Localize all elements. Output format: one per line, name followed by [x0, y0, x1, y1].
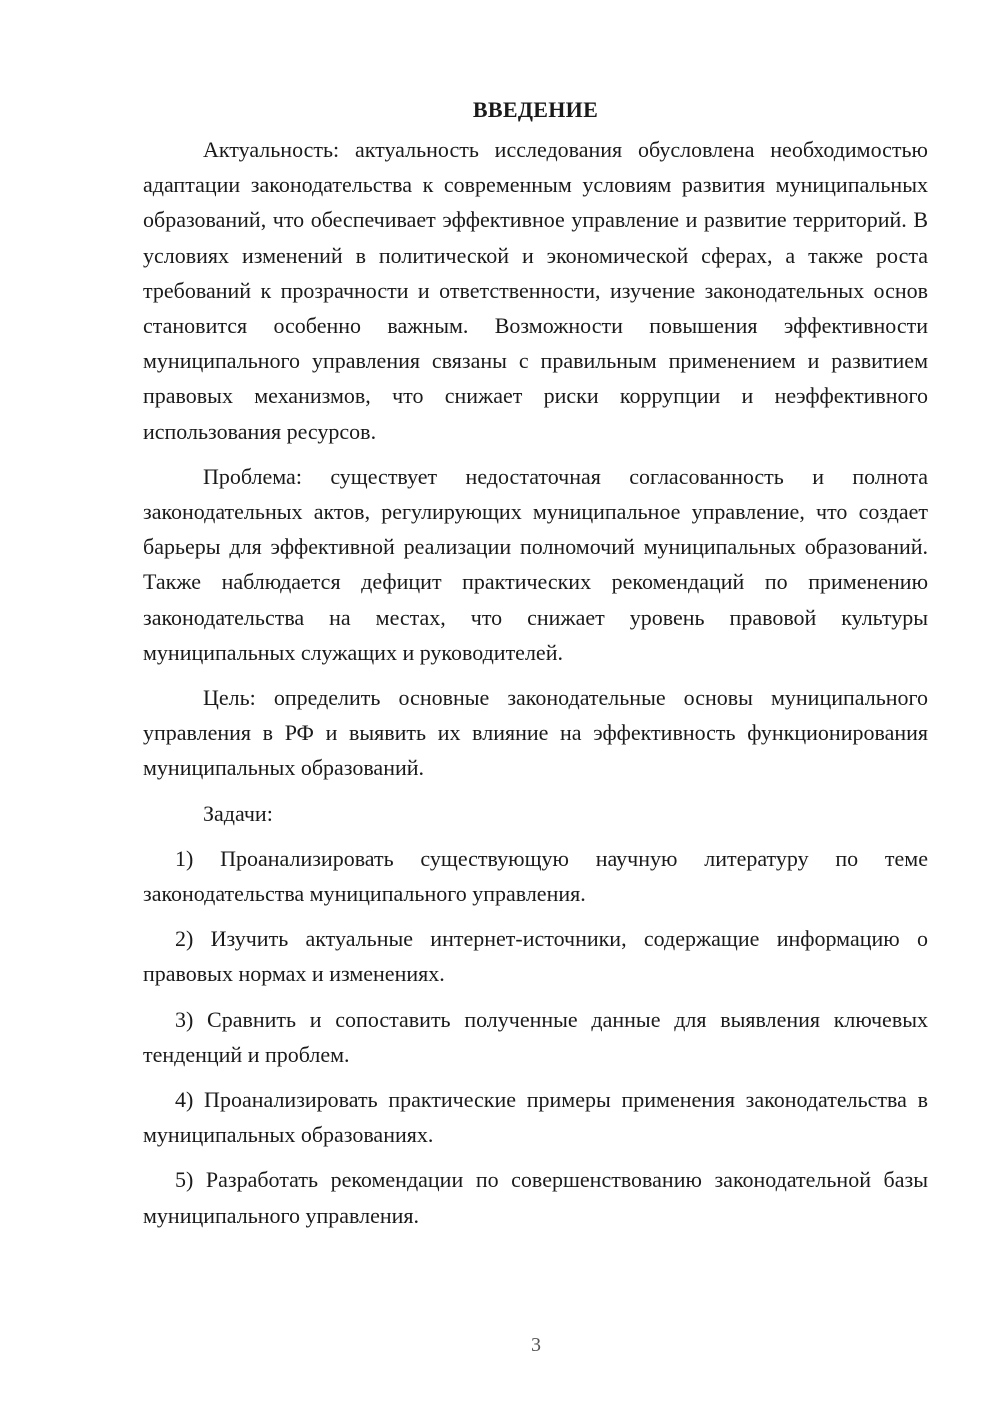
paragraph-relevance: Актуальность: актуальность исследования обусловлена необходимостью адаптации законодательства к современным условиям развития муниципальных образований, что обеспечивает эффективное управление и развитие территорий. В условиях изменений в политической и экономической сферах, а также роста требований к прозрачности и ответственности, изучение законодательных основ становится особенно важным. Возможности повышения эффективности муниципального управления связаны с правильным применением и развитием правовых механизмов, что снижает риски коррупции и неэффективного использования ресурсов.	[143, 137, 928, 444]
task-item: 4) Проанализировать практические примеры применения законодательства в муниципальных образованиях.	[143, 1087, 928, 1148]
tasks-heading: Задачи:	[203, 800, 273, 826]
document-page	[143, 92, 928, 1243]
task-item: 3) Сравнить и сопоставить полученные данные для выявления ключевых тенденций и проблем.	[143, 1006, 928, 1067]
task-item: 5) Разработать рекомендации по совершенствованию законодательной базы муниципального управления.	[143, 1167, 928, 1228]
section-title: ВВЕДЕНИЕ	[472, 97, 599, 122]
paragraph-goal: Цель: определить основные законодательные основы муниципального управления в РФ и выявить их влияние на эффективность функционирования муниципальных образований.	[143, 685, 928, 781]
task-item: 1) Проанализировать существующую научную литературу по теме законодательства муниципального управления.	[143, 845, 928, 907]
paragraph-problem: Проблема: существует недостаточная согласованность и полнота законодательных актов, регулирующих муниципальное управление, что создает барьеры для эффективной реализации полномочий муниципальных образований. Также наблюдается дефицит практических рекомендаций по применению законодательства на местах, что снижает уровень правовой культуры муниципальных служащих и руководителей.	[143, 463, 928, 665]
task-item: 2) Изучить актуальные интернет-источники, содержащие информацию о правовых нормах и изменениях.	[143, 926, 928, 987]
page-number: 3	[531, 1334, 541, 1356]
